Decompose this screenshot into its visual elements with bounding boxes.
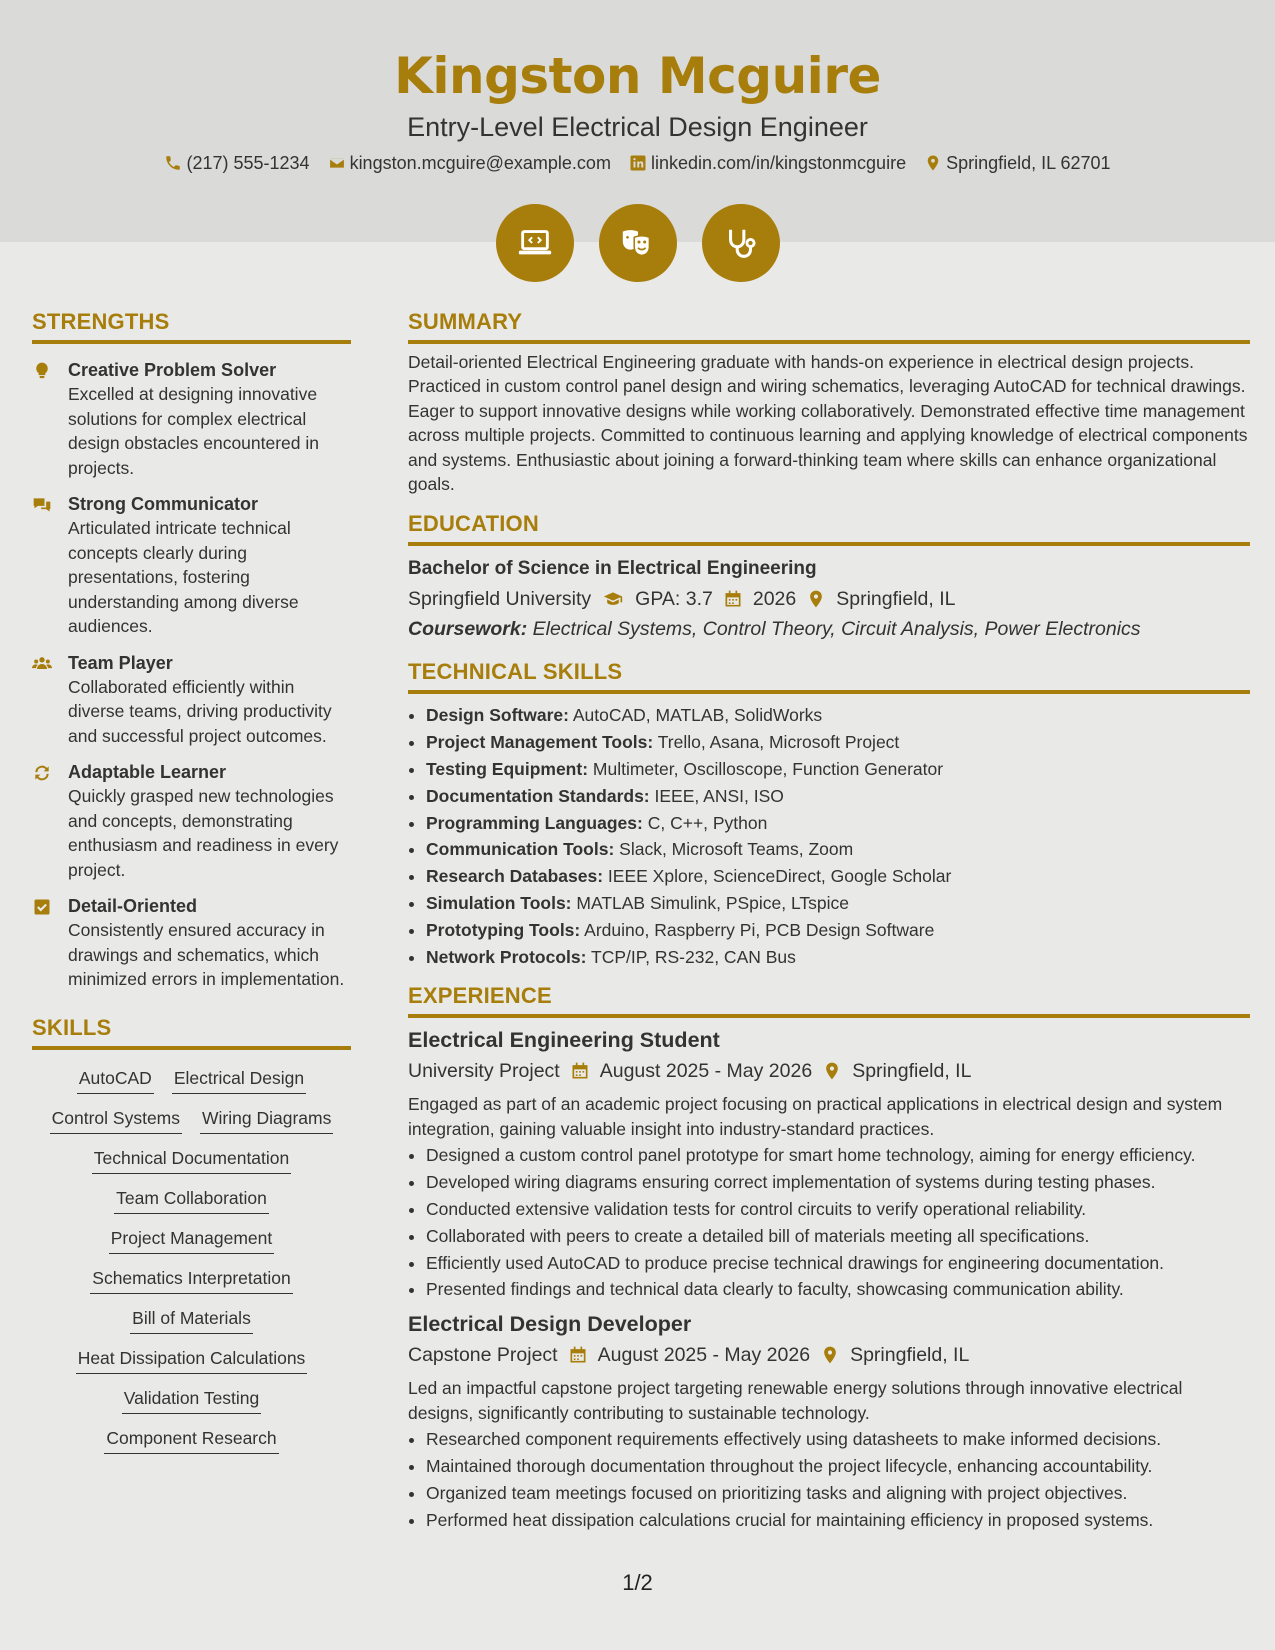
contact-linkedin[interactable] (629, 151, 906, 175)
list-item: • Developed wiring diagrams ensuring correct implementation of systems during testing phases. (426, 1170, 1250, 1195)
skill-tag: Wiring Diagrams (200, 1106, 333, 1134)
skill-tag: Schematics Interpretation (90, 1266, 292, 1294)
skill-category: Prototyping Tools: (426, 919, 581, 940)
calendar-icon (568, 1345, 588, 1365)
job-org: Capstone Project (408, 1344, 558, 1367)
skills-list (32, 1056, 351, 1454)
skill-tag: Heat Dissipation Calculations (76, 1346, 308, 1374)
right-column (408, 308, 1250, 1532)
job-entry (408, 1310, 1250, 1532)
summary-section (408, 308, 1250, 496)
map-marker-icon (820, 1345, 840, 1365)
school-name: Springfield University (408, 588, 592, 611)
list-item (426, 863, 1250, 890)
list-item: • Designed a custom control panel prototype for smart home technology, aiming for energy efficiency. (426, 1143, 1250, 1168)
skill-row (32, 1226, 351, 1254)
skill-values: TCP/IP, RS-232, CAN Bus (591, 946, 796, 967)
skill-category: Project Management Tools: (426, 732, 654, 753)
skill-category: Programming Languages: (426, 812, 643, 833)
strengths-section (32, 308, 351, 992)
skills-section (32, 1014, 351, 1454)
job-meta (408, 1340, 1250, 1370)
calendar-icon (570, 1061, 590, 1081)
skill-category: Research Databases: (426, 866, 604, 887)
laptop-code-badge (496, 204, 574, 282)
skill-tag: Control Systems (50, 1106, 182, 1134)
skill-values: AutoCAD, MATLAB, SolidWorks (572, 705, 823, 726)
list-item (426, 836, 1250, 863)
linkedin-text: linkedin.com/in/kingstonmcguire (650, 153, 907, 173)
contact-email[interactable] (328, 151, 611, 175)
job-title: Electrical Engineering Student (408, 1028, 720, 1053)
list-item: • Efficiently used AutoCAD to produce precise technical drawings for engineering documentation. (426, 1251, 1250, 1276)
job-org: University Project (408, 1060, 560, 1083)
job-meta (408, 1056, 1250, 1086)
job-dates: August 2025 - May 2026 (597, 1344, 811, 1367)
experience-section (408, 982, 1250, 1532)
strength-text: Excelled at designing innovative solutions for complex electrical design obstacles encountered in projects. (68, 384, 320, 478)
left-column (32, 308, 351, 1454)
phone-icon (164, 154, 182, 172)
lightbulb-icon (32, 361, 52, 381)
skill-values: Trello, Asana, Microsoft Project (657, 732, 900, 753)
coursework-list: Electrical Systems, Control Theory, Circuit Analysis, Power Electronics (532, 618, 1141, 641)
strength-text: Quickly grasped new technologies and concepts, demonstrating enthusiasm and readiness in every project. (68, 786, 339, 880)
job-dates: August 2025 - May 2026 (599, 1060, 813, 1083)
skill-values: Multimeter, Oscilloscope, Function Generator (592, 759, 944, 780)
skill-category: Testing Equipment: (426, 759, 589, 780)
grad-year: 2026 (752, 588, 797, 611)
list-item: • Organized team meetings focused on prioritizing tasks and aligning with project objectives. (426, 1481, 1250, 1506)
skill-row (32, 1266, 351, 1294)
skill-category: Network Protocols: (426, 946, 587, 967)
graduation-cap-icon (601, 589, 625, 609)
laptop-code-icon (516, 224, 554, 262)
strength-item (32, 651, 351, 749)
sync-icon (32, 763, 52, 783)
education-heading: EDUCATION (408, 510, 1250, 546)
summary-text: Detail-oriented Electrical Engineering graduate with hands-on experience in electrical design projects. Practiced in custom control panel design and wiring schematics, leveraging AutoCAD for technical drawings. Eager to support innovative designs while working collaboratively. Demonstrated effective time management across multiple projects. Committed to continuous learning and applying knowledge of electrical components and systems. Enthusiastic about joining a forward-thinking team where skills can enhance organizational goals. (408, 352, 1248, 495)
job-description: Engaged as part of an academic project focusing on practical applications in electrical design and system integration, gaining valuable insight into industry-standard practices. (408, 1094, 1223, 1139)
skill-row (32, 1146, 351, 1174)
skill-tag: Bill of Materials (130, 1306, 253, 1334)
skill-row (32, 1426, 351, 1454)
strength-text: Collaborated efficiently within diverse teams, driving productivity and successful project outcomes. (68, 676, 332, 746)
skill-row (32, 1386, 351, 1414)
phone-text: (217) 555-1234 (186, 153, 310, 173)
skill-category: Communication Tools: (426, 839, 615, 860)
list-item (426, 756, 1250, 783)
skill-tag: Technical Documentation (92, 1146, 292, 1174)
strength-text: Articulated intricate technical concepts clearly during presentations, fostering understanding among diverse audiences. (68, 518, 299, 636)
experience-heading: EXPERIENCE (408, 982, 1250, 1018)
job-bullets (408, 1427, 1250, 1532)
candidate-name: Kingston Mcguire (394, 47, 881, 105)
job-location: Springfield, IL (852, 1060, 972, 1083)
skill-row (32, 1346, 351, 1374)
page-number: 1/2 (622, 1570, 653, 1595)
strength-text: Consistently ensured accuracy in drawings and schematics, which minimized errors in implementation. (68, 920, 345, 989)
strength-title: Detail-Oriented (68, 896, 198, 916)
location-text: Springfield, IL 62701 (946, 153, 1111, 173)
users-icon (32, 654, 52, 674)
map-marker-icon (822, 1061, 842, 1081)
strength-item (32, 492, 351, 639)
list-item: • Researched component requirements effectively using datasheets to make informed decisions. (426, 1427, 1250, 1452)
skill-tag: Validation Testing (122, 1386, 262, 1414)
summary-heading: SUMMARY (408, 308, 1250, 344)
strength-title: Creative Problem Solver (68, 360, 277, 380)
stethoscope-badge (702, 204, 780, 282)
coursework-label: Coursework: (408, 618, 528, 641)
list-item (426, 890, 1250, 917)
list-item: • Presented findings and technical data clearly to faculty, showcasing communication ability. (426, 1277, 1250, 1302)
list-item: • Maintained thorough documentation throughout the project lifecycle, enhancing accountability. (426, 1454, 1250, 1479)
skill-values: C, C++, Python (647, 812, 768, 833)
skill-values: Arduino, Raspberry Pi, PCB Design Software (584, 919, 935, 940)
education-section (408, 510, 1250, 644)
strength-item (32, 760, 351, 882)
skill-tag: Component Research (104, 1426, 278, 1454)
strength-item (32, 358, 351, 480)
strength-item (32, 894, 351, 992)
contact-bar (0, 151, 1275, 175)
gpa-text: GPA: 3.7 (635, 588, 713, 611)
skill-values: Slack, Microsoft Teams, Zoom (619, 839, 854, 860)
strength-title: Team Player (68, 652, 173, 673)
coursework (408, 614, 1250, 644)
contact-phone[interactable] (164, 151, 309, 175)
list-item (426, 917, 1250, 944)
skill-tag: AutoCAD (77, 1066, 154, 1094)
skill-row (32, 1186, 351, 1214)
map-marker-icon (806, 589, 826, 609)
resume-header (0, 0, 1275, 242)
job-location: Springfield, IL (850, 1344, 970, 1367)
list-item: • Conducted extensive validation tests for control circuits to verify operational reliability. (426, 1197, 1250, 1222)
education-meta (408, 584, 1250, 614)
degree-title: Bachelor of Science in Electrical Engineering (408, 558, 817, 580)
strength-title: Strong Communicator (68, 494, 259, 514)
stethoscope-icon (722, 224, 760, 262)
email-text: kingston.mcguire@example.com (349, 153, 611, 173)
theater-masks-icon (619, 224, 657, 262)
job-title: Entry-Level Electrical Design Engineer (407, 112, 868, 142)
job-title: Electrical Design Developer (408, 1312, 692, 1337)
envelope-icon (328, 154, 346, 172)
interest-badges (0, 204, 1275, 282)
skills-heading: SKILLS (32, 1014, 351, 1050)
skill-tag: Electrical Design (172, 1066, 306, 1094)
technical-skills-list (408, 702, 1250, 970)
list-item (426, 783, 1250, 810)
school-location: Springfield, IL (836, 588, 956, 611)
list-item (426, 702, 1250, 729)
skill-tag: Project Management (109, 1226, 274, 1254)
comments-icon (32, 495, 52, 515)
strengths-heading: STRENGTHS (32, 308, 351, 344)
skill-category: Simulation Tools: (426, 893, 572, 914)
job-entry (408, 1026, 1250, 1302)
linkedin-icon (629, 154, 647, 172)
list-item: • Collaborated with peers to create a detailed bill of materials meeting all specifications. (426, 1224, 1250, 1249)
check-square-icon (32, 897, 52, 917)
skill-row (32, 1306, 351, 1334)
skill-values: IEEE Xplore, ScienceDirect, Google Scholar (607, 866, 952, 887)
skill-category: Design Software: (426, 705, 569, 726)
list-item (426, 729, 1250, 756)
contact-location (924, 151, 1110, 175)
skill-tag: Team Collaboration (114, 1186, 269, 1214)
skill-category: Documentation Standards: (426, 785, 650, 806)
map-marker-icon (924, 154, 942, 172)
job-description: Led an impactful capstone project targeting renewable energy solutions through innovative electrical designs, significantly contributing to sustainable technology. (408, 1378, 1183, 1423)
calendar-icon (723, 589, 743, 609)
technical-skills-heading: TECHNICAL SKILLS (408, 658, 1250, 694)
job-bullets (408, 1143, 1250, 1302)
skill-values: IEEE, ANSI, ISO (654, 785, 784, 806)
list-item (426, 810, 1250, 837)
skill-values: MATLAB Simulink, PSpice, LTspice (576, 893, 850, 914)
list-item (426, 944, 1250, 971)
technical-skills-section (408, 658, 1250, 970)
list-item: • Performed heat dissipation calculations crucial for maintaining efficiency in proposed systems. (426, 1508, 1250, 1533)
theater-masks-badge (599, 204, 677, 282)
strength-title: Adaptable Learner (68, 762, 227, 782)
